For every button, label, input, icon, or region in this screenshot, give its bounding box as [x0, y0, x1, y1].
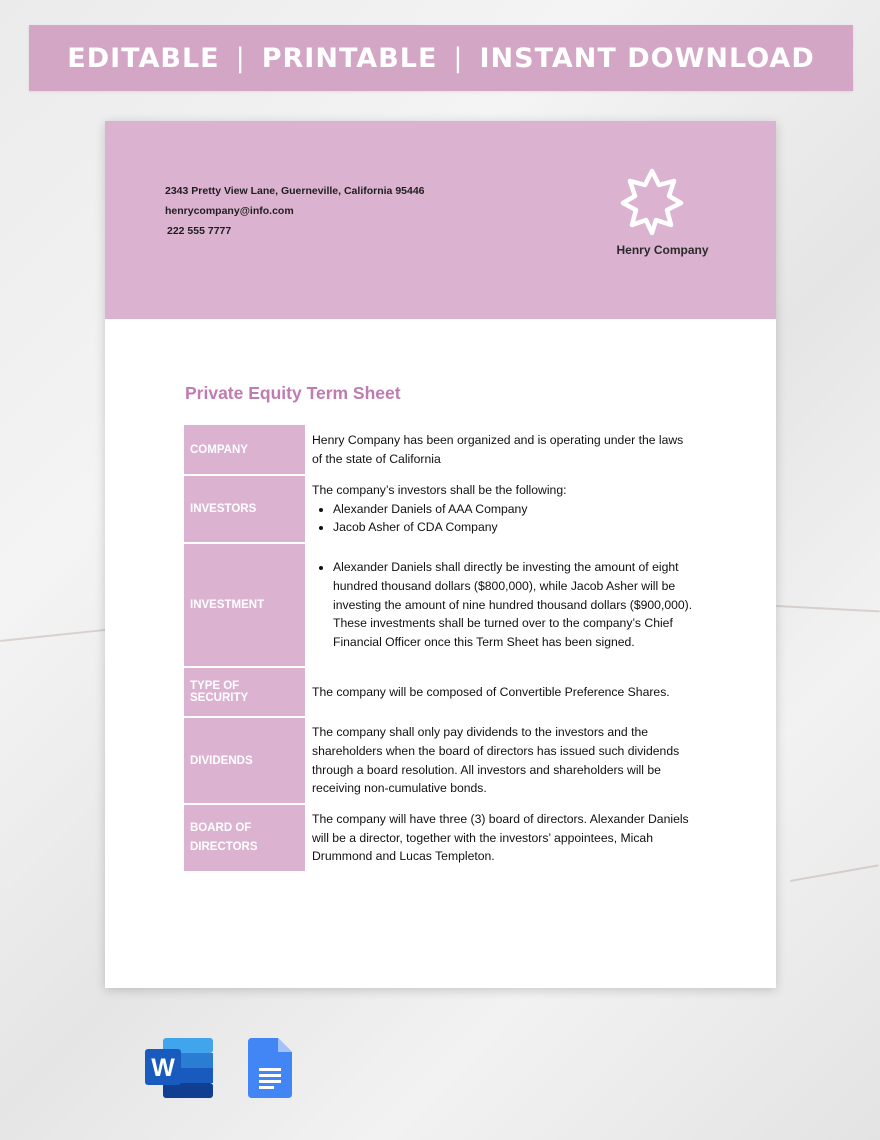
table-row — [184, 543, 696, 667]
banner-separator: | — [453, 42, 464, 74]
row-intro: The company’s investors shall be the following: — [312, 483, 567, 497]
row-label: DIVIDENDS — [184, 717, 305, 804]
row-content: Henry Company has been organized and is operating under the laws of the state of California — [312, 433, 684, 466]
svg-text:W: W — [151, 1054, 175, 1082]
row-content: The company shall only pay dividends to the investors and the shareholders when the board of directors has issued such dividends through a board resolution. All investors and shareholders will be receiving non-cumulative bonds. — [312, 725, 680, 796]
row-label: INVESTORS — [184, 475, 305, 543]
list-item: • Alexander Daniels of AAA Company — [333, 500, 696, 519]
company-name: Henry Company — [616, 243, 709, 257]
address: 2343 Pretty View Lane, Guerneville, California 95446 — [165, 185, 425, 197]
bullet-list — [312, 558, 696, 652]
google-docs-icon — [248, 1038, 292, 1098]
table-row — [184, 667, 696, 717]
star-logo-icon — [617, 165, 687, 235]
table-row — [184, 475, 696, 543]
row-content: The company will have three (3) board of directors. Alexander Daniels will be a director, together with the investors’ appointees, Micah Drummond and Lucas Templeton. — [312, 811, 689, 864]
microsoft-word-icon — [145, 1038, 213, 1098]
row-label: TYPE OF SECURITY — [184, 667, 305, 717]
row-label: INVESTMENT — [184, 543, 305, 667]
marble-vein — [790, 864, 879, 882]
document-page — [105, 121, 776, 988]
phone: 222 555 7777 — [167, 225, 232, 237]
banner-item: INSTANT DOWNLOAD — [479, 42, 815, 74]
contact-info — [165, 184, 425, 244]
document-title: Private Equity Term Sheet — [185, 383, 401, 403]
promo-banner — [29, 25, 853, 91]
list-item: • Alexander Daniels shall directly be investing the amount of eight hundred thousand dollars ($800,000), while Jacob Asher will be investing the amount of nine hundred thousand dollars ($900,000). These investments shall be turned over to the company’s Chief Financial Officer once this Term Sheet has been signed. — [333, 558, 696, 652]
table-row — [184, 717, 696, 804]
row-content — [305, 475, 696, 543]
marble-vein — [776, 605, 880, 612]
banner-separator: | — [235, 42, 246, 74]
letterhead — [105, 121, 776, 319]
banner-item: EDITABLE — [67, 42, 220, 74]
row-label: COMPANY — [184, 425, 305, 475]
email: henrycompany@info.com — [165, 205, 294, 217]
row-content — [305, 543, 696, 667]
terms-table — [184, 425, 696, 873]
list-item: • Jacob Asher of CDA Company — [333, 518, 696, 537]
marble-vein — [0, 627, 119, 642]
table-row — [184, 804, 696, 872]
row-label: BOARD OF DIRECTORS — [184, 804, 305, 872]
row-content: The company will be composed of Convertible Preference Shares. — [312, 684, 670, 699]
table-row — [184, 425, 696, 475]
banner-item: PRINTABLE — [261, 42, 438, 74]
bullet-list — [312, 500, 696, 537]
